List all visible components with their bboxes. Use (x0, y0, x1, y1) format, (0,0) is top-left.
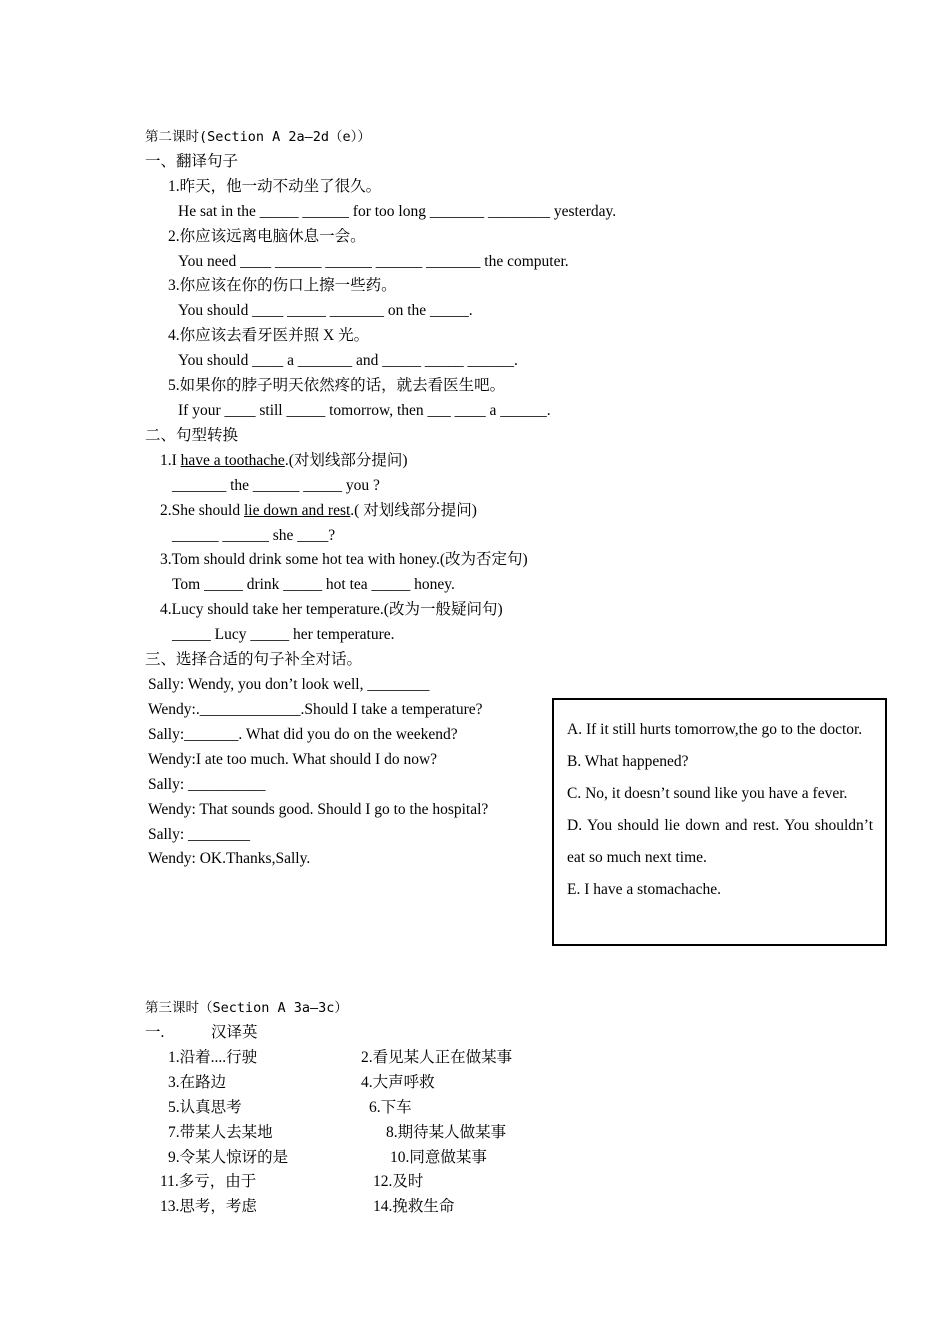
phrase-item: 14.挽救生命 (373, 1198, 455, 1215)
option-e: E. I have a stomachache. (567, 881, 722, 898)
underlined-phrase: lie down and rest (243, 502, 351, 519)
transform-question: 4.Lucy should take her temperature.(改为一般疑问句) (160, 601, 503, 618)
lesson2-title: 第二课时(Section A 2a—2d（e）） (145, 129, 371, 145)
phrase-item: 11.多亏，由于 (160, 1173, 257, 1190)
underlined-phrase: have a toothache (180, 452, 285, 469)
option-c: C. No, it doesn’t sound like you have a fever. (567, 785, 848, 802)
question-english: If your ____ still _____ tomorrow, then ___ ____ a ______. (178, 402, 551, 419)
option-d: D. You should lie down and rest. You shouldn’t eat so much next time. (567, 817, 873, 866)
question-english: You should ____ a _______ and _____ _____ ______. (178, 352, 518, 369)
transform-answer: _____ Lucy _____ her temperature. (172, 626, 395, 643)
phrase-item: 2.看见某人正在做某事 (361, 1049, 513, 1066)
lesson3-heading-number: 一. (145, 1024, 165, 1041)
question-chinese: 1.昨天，他一动不动坐了很久。 (168, 178, 382, 195)
transform-answer: _______ the ______ _____ you ? (172, 477, 380, 494)
part1-heading: 一、翻译句子 (145, 153, 239, 170)
phrase-item: 1.沿着....行驶 (168, 1049, 258, 1066)
phrase-item: 5.认真思考 (168, 1099, 242, 1116)
dialogue-line: Sally:_______. What did you do on the weekend? (148, 726, 458, 743)
phrase-item: 8.期待某人做某事 (386, 1124, 507, 1141)
dialogue-line: Wendy:._____________.Should I take a temperature? (148, 701, 483, 718)
transform-question: 2.She should lie down and rest.( 对划线部分提问) (160, 502, 477, 519)
dialogue-line: Sally: Wendy, you don’t look well, ________ (148, 676, 430, 693)
option-b: B. What happened? (567, 753, 689, 770)
part3-heading: 三、选择合适的句子补全对话。 (145, 651, 363, 668)
phrase-item: 7.带某人去某地 (168, 1124, 273, 1141)
question-english: You need ____ ______ ______ ______ _______ the computer. (178, 253, 569, 270)
question-chinese: 2.你应该远离电脑休息一会。 (168, 228, 366, 245)
dialogue-line: Wendy: That sounds good. Should I go to the hospital? (148, 801, 489, 818)
dialogue-line: Sally: __________ (148, 776, 266, 793)
option-a: A. If it still hurts tomorrow,the go to the doctor. (567, 721, 863, 738)
phrase-item: 3.在路边 (168, 1074, 227, 1091)
phrase-item: 13.思考，考虑 (160, 1198, 257, 1215)
transform-answer: Tom _____ drink _____ hot tea _____ honey. (172, 576, 455, 593)
dialogue-line: Wendy:I ate too much. What should I do now? (148, 751, 438, 768)
dialogue-line: Wendy: OK.Thanks,Sally. (148, 850, 311, 867)
dialogue-line: Sally: ________ (148, 826, 251, 843)
part2-heading: 二、句型转换 (145, 427, 239, 444)
question-english: You should ____ _____ _______ on the _____. (178, 302, 473, 319)
phrase-item: 10.同意做某事 (390, 1149, 487, 1166)
lesson3-title: 第三课时（Section A 3a—3c） (145, 1000, 348, 1016)
phrase-item: 9.令某人惊讶的是 (168, 1149, 289, 1166)
question-chinese: 4.你应该去看牙医并照 X 光。 (168, 327, 370, 344)
transform-question: 1.I have a toothache.(对划线部分提问) (160, 452, 408, 469)
question-chinese: 5.如果你的脖子明天依然疼的话，就去看医生吧。 (168, 377, 506, 394)
transform-question: 3.Tom should drink some hot tea with honey.(改为否定句) (160, 551, 528, 568)
question-chinese: 3.你应该在你的伤口上擦一些药。 (168, 277, 397, 294)
transform-answer: ______ ______ she ____? (172, 527, 336, 544)
options-box (552, 698, 887, 946)
phrase-item: 4.大声呼救 (361, 1074, 435, 1091)
question-english: He sat in the _____ ______ for too long _______ ________ yesterday. (178, 203, 617, 220)
phrase-item: 6.下车 (369, 1099, 412, 1116)
lesson3-heading: 汉译英 (211, 1024, 258, 1041)
phrase-item: 12.及时 (373, 1173, 424, 1190)
